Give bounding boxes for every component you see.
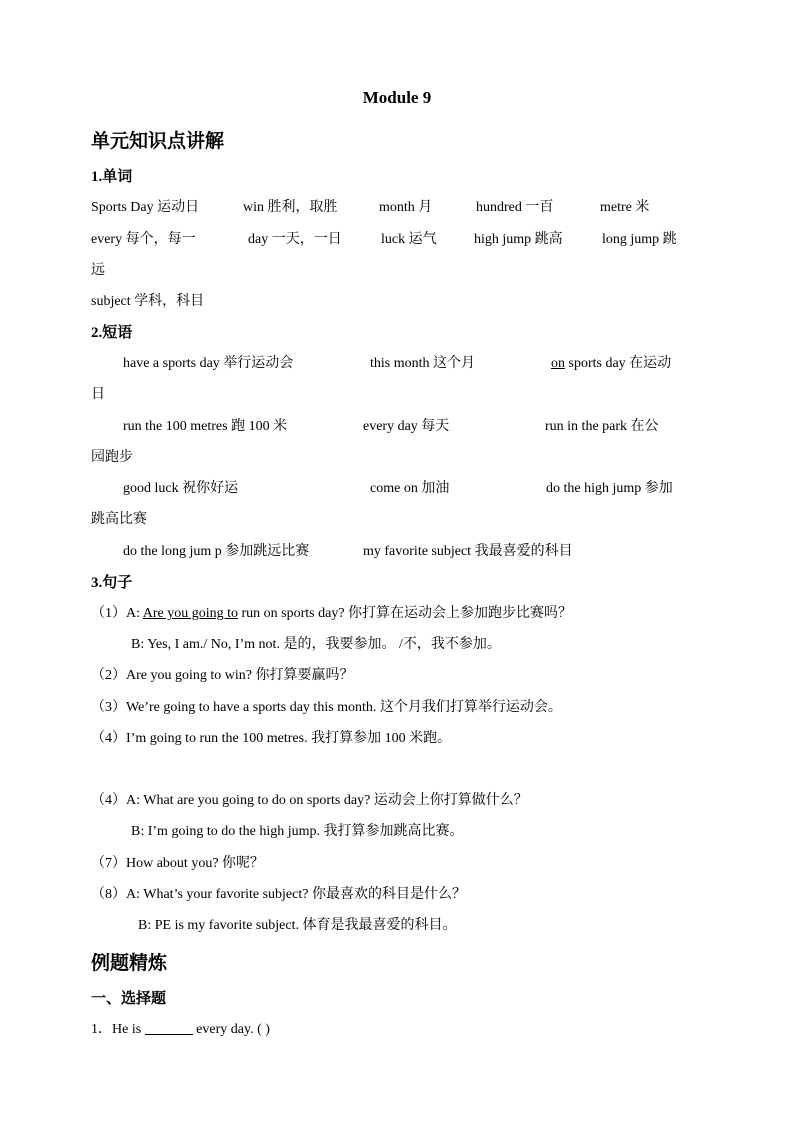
word-item: metre 米 <box>600 200 650 215</box>
word-item: subject 学科，科目 <box>91 294 205 309</box>
phrases-heading: 2.短语 <box>91 325 133 341</box>
word-wrap: 远 <box>91 263 105 278</box>
question-item: 1．He is every day. ( ) <box>91 1022 270 1037</box>
phrase-item: run the 100 metres 跑 100 米 <box>123 419 288 434</box>
section-heading-examples: 例题精炼 <box>91 953 168 974</box>
word-item: hundred 一百 <box>476 200 554 215</box>
sentence-item: （4）A: What are you going to do on sports day? 运动会上你打算做什么？ <box>91 793 528 808</box>
sentence-item: （2）Are you going to win? 你打算要赢吗？ <box>91 668 354 683</box>
words-heading: 1.单词 <box>91 169 133 185</box>
section-heading-knowledge: 单元知识点讲解 <box>91 131 225 152</box>
sentence-item: B: I’m going to do the high jump. 我打算参加跳高比赛。 <box>131 824 464 839</box>
word-item: day 一天，一日 <box>248 232 342 247</box>
sentence-item: B: Yes, I am./ No, I’m not. 是的，我要参加。 /不，我不参加。 <box>131 637 501 652</box>
sentences-heading: 3.句子 <box>91 575 133 591</box>
word-item: month 月 <box>379 200 433 215</box>
phrase-item: my favorite subject 我最喜爱的科目 <box>363 544 573 559</box>
phrase-item: every day 每天 <box>363 419 450 434</box>
phrase-item: on sports day 在运动 <box>551 356 672 371</box>
phrase-item: good luck 祝你好运 <box>123 481 239 496</box>
phrase-item: have a sports day 举行运动会 <box>123 356 294 371</box>
sentence-item: （3）We’re going to have a sports day this month. 这个月我们打算举行运动会。 <box>91 700 562 715</box>
word-item: Sports Day 运动日 <box>91 200 200 215</box>
sentence-item: （8）A: What’s your favorite subject? 你最喜欢的科目是什么？ <box>91 887 466 902</box>
word-item: long jump 跳 <box>602 232 677 247</box>
sentence-underlined: Are you going to <box>142 606 238 621</box>
phrase-item: come on 加油 <box>370 481 450 496</box>
phrase-item: do the high jump 参加 <box>546 481 673 496</box>
sentence-item: （7）How about you? 你呢？ <box>91 856 265 871</box>
word-item: win 胜利，取胜 <box>243 200 338 215</box>
choice-heading: 一、选择题 <box>91 991 167 1007</box>
phrase-underlined: on <box>551 356 565 371</box>
word-item: luck 运气 <box>381 232 437 247</box>
phrase-wrap: 园跑步 <box>91 450 133 465</box>
phrase-item: this month 这个月 <box>370 356 476 371</box>
phrase-item: run in the park 在公 <box>545 419 659 434</box>
word-item: every 每个，每一 <box>91 232 196 247</box>
phrase-wrap: 日 <box>91 387 105 402</box>
page-title: Module 9 <box>362 88 432 107</box>
answer-blank[interactable] <box>145 1020 193 1035</box>
sentence-item: （1）A: Are you going to run on sports day? 你打算在运动会上参加跑步比赛吗？ <box>91 606 573 621</box>
phrase-wrap: 跳高比赛 <box>91 512 147 527</box>
phrase-item: do the long jum p 参加跳远比赛 <box>123 544 310 559</box>
sentence-item: （4）I’m going to run the 100 metres. 我打算参加 100 米跑。 <box>91 731 452 746</box>
sentence-item: B: PE is my favorite subject. 体育是我最喜爱的科目。 <box>138 918 457 933</box>
word-item: high jump 跳高 <box>474 232 563 247</box>
